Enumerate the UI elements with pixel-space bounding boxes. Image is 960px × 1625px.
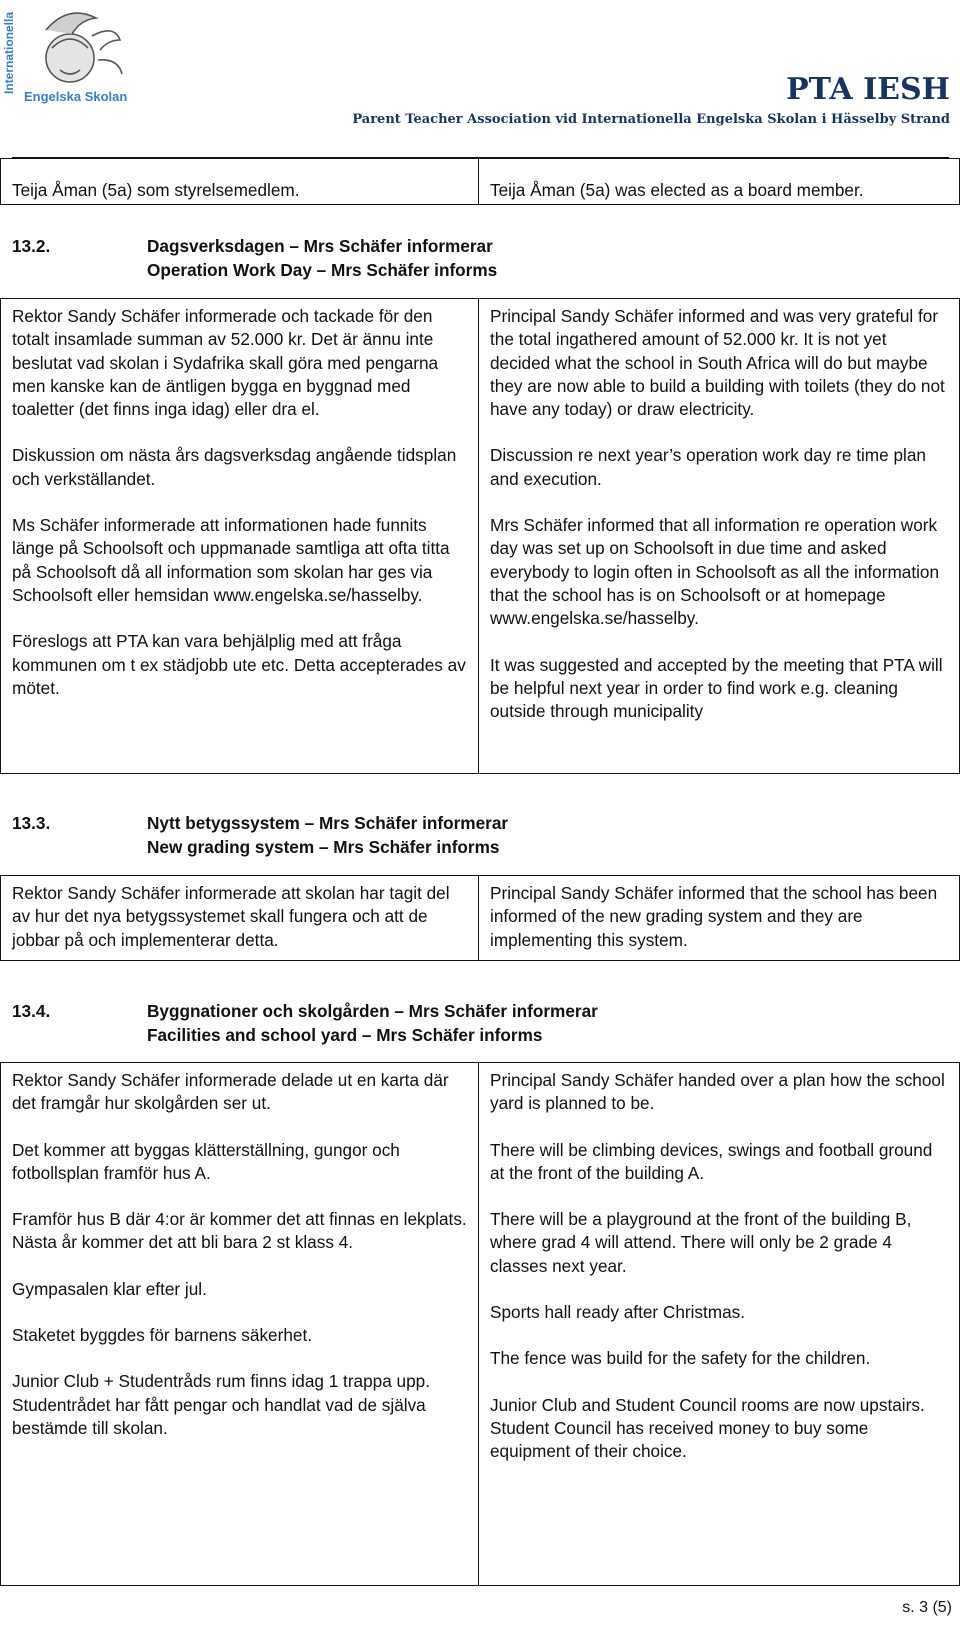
section-title-en-13-3: New grading system – Mrs Schäfer informs	[147, 837, 500, 857]
paragraph: Ms Schäfer informerade att informationen hade funnits länge på Schoolsoft och uppmanade samtliga att ofta titta på Schoolsoft då all information som skolan har ges via Schoolsoft eller hemsidan www.engelska.se/hasselby.	[12, 515, 450, 605]
paragraph: Gympasalen klar efter jul.	[12, 1278, 207, 1299]
paragraph: Rektor Sandy Schäfer informerade att skolan har tagit del av hur det nya betygssystemet skall fungera och att de jobbar på och implementerar detta.	[12, 883, 450, 950]
section-number-13-3: 13.3.	[12, 813, 51, 833]
paragraph: Diskussion om nästa års dagsverksdag angående tidsplan och verkställandet.	[12, 445, 457, 489]
paragraph: Discussion re next year’s operation work day re time plan and execution.	[490, 445, 926, 489]
section-table-13-2	[0, 298, 960, 774]
section-title-en-13-4: Facilities and school yard – Mrs Schäfer informs	[147, 1025, 543, 1045]
paragraph: It was suggested and accepted by the meeting that PTA will be helpful next year in order to find work e.g. cleaning outside through municipality	[490, 654, 943, 722]
section-title-sv-13-2: Dagsverksdagen – Mrs Schäfer informerar	[147, 236, 493, 256]
section-table-13-3	[0, 875, 960, 961]
section-table-13-4	[0, 1062, 960, 1586]
paragraph: Junior Club + Studentråds rum finns idag 1 trappa upp. Studentrådet har fått pengar och handlat vad de själva bestämde till skolan.	[12, 1371, 431, 1438]
paragraph: Framför hus B där 4:or är kommer det att finnas en lekplats. Nästa år kommer det att bli bara 2 st klass 4.	[12, 1209, 467, 1253]
section-13-2-en-cell	[479, 299, 960, 774]
section-title-en-13-2: Operation Work Day – Mrs Schäfer informs	[147, 260, 498, 280]
paragraph: There will be a playground at the front of the building B, where grad 4 will attend. There will only be 2 grade 4 classes next year.	[490, 1209, 912, 1276]
paragraph: Junior Club and Student Council rooms are now upstairs. Student Council has received money to buy some equipment of their choice.	[490, 1394, 925, 1462]
paragraph: Det kommer att byggas klätterställning, gungor och fotbollsplan framför hus A.	[12, 1139, 400, 1183]
paragraph: Sports hall ready after Christmas.	[490, 1302, 746, 1323]
section-13-3-en-cell	[479, 876, 960, 961]
page-number: s. 3 (5)	[902, 1599, 952, 1616]
paragraph: Mrs Schäfer informed that all information re operation work day was set up on Schoolsoft in due time and asked everybody to login often in Schoolsoft as all the information that the school has is on Schoolsoft or at homepage www.engelska.se/hasselby.	[490, 515, 940, 629]
paragraph: Rektor Sandy Schäfer informerade och tackade för den totalt insamlade summan av 52.000 kr. Det är ännu inte beslutat vad skolan i Sydafrika skall göra med pengarna men kanske kan de äntligen bygga en byggnad med toaletter (det finns inga idag) eller dra el.	[12, 306, 439, 420]
board-member-en: Teija Åman (5a) was elected as a board member.	[479, 159, 960, 205]
paragraph: There will be climbing devices, swings and football ground at the front of the building A.	[490, 1139, 933, 1183]
paragraph: Föreslogs att PTA kan vara behjälplig med att fråga kommunen om t ex städjobb ute etc. Detta accepterades av mötet.	[12, 631, 466, 698]
board-member-table	[0, 158, 960, 205]
paragraph: Staketet byggdes för barnens säkerhet.	[12, 1325, 313, 1346]
section-number-13-4: 13.4.	[12, 1001, 51, 1021]
section-number-13-2: 13.2.	[12, 236, 51, 256]
logo-name: Engelska Skolan	[24, 89, 128, 104]
paragraph: Principal Sandy Schäfer handed over a plan how the school yard is planned to be.	[490, 1070, 945, 1114]
section-13-3-sv-cell	[1, 876, 479, 961]
section-13-4-en-cell	[479, 1063, 960, 1586]
paragraph: Principal Sandy Schäfer informed that the school has been informed of the new grading system and they are implementing this system.	[490, 883, 938, 950]
section-title-sv-13-3: Nytt betygssystem – Mrs Schäfer informerar	[147, 813, 509, 833]
brand-subtitle: Parent Teacher Association vid Internationella Engelska Skolan i Hässelby Strand	[352, 112, 950, 127]
brand-title: PTA IESH	[786, 72, 950, 107]
section-title-sv-13-4: Byggnationer och skolgården – Mrs Schäfer informerar	[147, 1001, 598, 1021]
section-13-2-sv-cell	[1, 299, 479, 774]
paragraph: The fence was build for the safety for the children.	[490, 1348, 871, 1369]
paragraph: Rektor Sandy Schäfer informerade delade ut en karta där det framgår hur skolgården ser ut.	[12, 1070, 449, 1114]
board-member-sv: Teija Åman (5a) som styrelsemedlem.	[1, 159, 479, 205]
section-13-4-sv-cell	[1, 1063, 479, 1586]
paragraph: Principal Sandy Schäfer informed and was very grateful for the total ingathered amount of 52.000 kr. It is not yet decided what the school in South Africa will do but maybe they are now able to build a building with toilets (they do not have any today) or draw electricity.	[490, 306, 945, 420]
logo-side-text: Internationella	[2, 11, 16, 94]
